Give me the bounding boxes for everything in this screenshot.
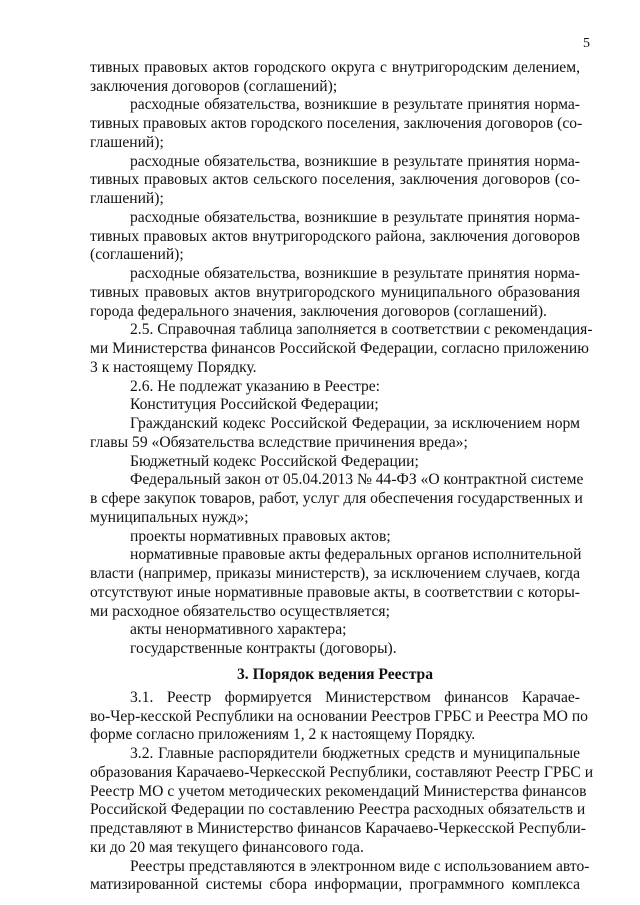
text-line: расходные обязательства, возникшие в результате принятия норма- bbox=[130, 265, 580, 283]
text-line: форме согласно приложениям 1, 2 к настоящему Порядку. bbox=[90, 726, 476, 744]
text-line: тивных правовых актов внутригородского муниципального образования bbox=[90, 283, 580, 301]
text-line: 3 к настоящему Порядку. bbox=[90, 358, 257, 376]
section-heading: 3. Порядок ведения Реестра bbox=[236, 666, 434, 684]
text-line: глашений); bbox=[90, 190, 164, 208]
text-line: во-Чер-кесской Республики на основании Реестров ГРБС и Реестра МО по bbox=[90, 707, 588, 725]
text-line: 2.6. Не подлежат указанию в Реестре: bbox=[130, 377, 381, 395]
text-line: заключения договоров (соглашений); bbox=[90, 77, 338, 95]
page-number: 5 bbox=[583, 36, 590, 51]
text-line: ми Министерства финансов Российской Федерации, согласно приложению bbox=[90, 340, 589, 358]
text-line: 3.1. Реестр формируется Министерством финансов Карачае- bbox=[130, 688, 580, 706]
text-line: глашений); bbox=[90, 133, 164, 151]
text-line: тивных правовых актов сельского поселения, заключения договоров (со- bbox=[90, 171, 580, 189]
text-line: акты ненормативного характера; bbox=[130, 621, 347, 639]
text-line: матизированной системы сбора информации, программного комплекса bbox=[90, 876, 580, 894]
text-line: ки до 20 мая текущего финансового года. bbox=[90, 838, 364, 856]
text-line: в сфере закупок товаров, работ, услуг для обеспечения государственных и bbox=[90, 490, 583, 508]
text-line: тивных правовых актов внутригородского района, заключения договоров bbox=[90, 227, 580, 245]
text-line: (соглашений); bbox=[90, 246, 184, 264]
text-line: тивных правовых актов городского поселения, заключения договоров (со- bbox=[90, 115, 583, 133]
text-line: власти (например, приказы министерств), за исключением случаев, когда bbox=[90, 565, 580, 583]
text-line: ми расходное обязательство осуществляется; bbox=[90, 602, 390, 620]
text-line: Реестр МО с учетом методических рекомендаций Министерства финансов bbox=[90, 782, 587, 800]
text-line: Федеральный закон от 05.04.2013 № 44-ФЗ «О контрактной системе bbox=[130, 471, 584, 489]
text-line: города федерального значения, заключения договоров (соглашений). bbox=[90, 302, 547, 320]
text-line: образования Карачаево-Черкесской Республики, составляют Реестр ГРБС и bbox=[90, 763, 594, 781]
text-line: Российской Федерации по составлению Реестра расходных обязательств и bbox=[90, 801, 586, 819]
text-line: представляют в Министерство финансов Карачаево-Черкесской Республи- bbox=[90, 820, 586, 838]
text-line: отсутствуют иные нормативные правовые акты, в соответствии с которы- bbox=[90, 583, 580, 601]
text-line: расходные обязательства, возникшие в результате принятия норма- bbox=[130, 152, 580, 170]
text-line: главы 59 «Обязательства вследствие причинения вреда»; bbox=[90, 433, 468, 451]
text-line: Гражданский кодекс Российской Федерации, за исключением норм bbox=[130, 415, 580, 433]
text-line: государственные контракты (договоры). bbox=[130, 640, 397, 658]
text-line: нормативные правовые акты федеральных органов исполнительной bbox=[130, 546, 582, 564]
text-line: тивных правовых актов городского округа с внутригородским делением, bbox=[90, 59, 580, 76]
text-line: Реестры представляются в электронном виде с использованием авто- bbox=[130, 857, 590, 875]
text-line: муниципальных нужд»; bbox=[90, 508, 249, 526]
text-line: Бюджетный кодекс Российской Федерации; bbox=[130, 452, 419, 470]
text-line: 2.5. Справочная таблица заполняется в соответствии с рекомендация- bbox=[130, 321, 593, 339]
text-line: проекты нормативных правовых актов; bbox=[130, 527, 391, 545]
text-line: расходные обязательства, возникшие в результате принятия норма- bbox=[130, 208, 580, 226]
text-line: расходные обязательства, возникшие в результате принятия норма- bbox=[130, 96, 580, 114]
text-line: 3.2. Главные распорядители бюджетных средств и муниципальные bbox=[130, 745, 580, 763]
text-line: Конституция Российской Федерации; bbox=[130, 396, 379, 414]
